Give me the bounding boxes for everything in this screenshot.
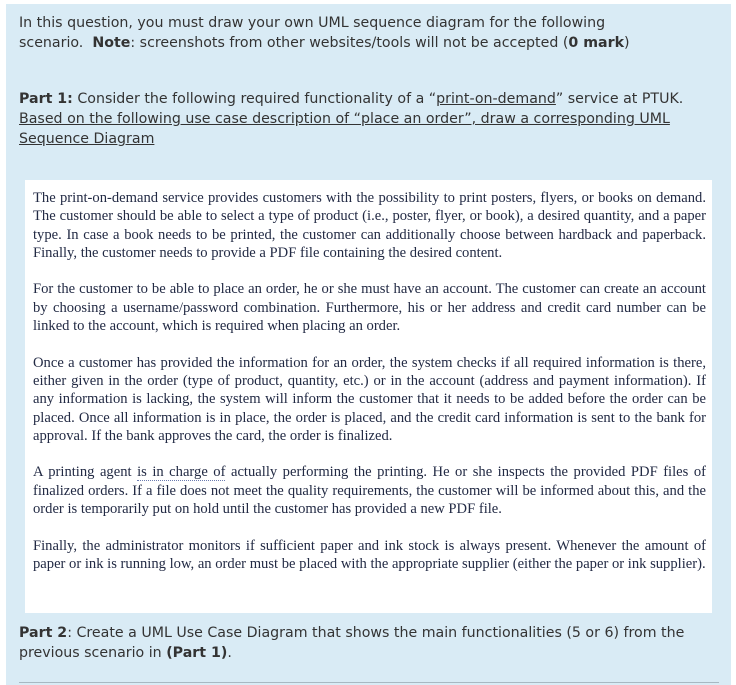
- intro-text: [19, 13, 719, 53]
- part1-label: Part 1:: [19, 91, 73, 107]
- part1-instruction: Based on the following use case description of “place an order”, draw a corresponding UML Sequence Diagram: [19, 111, 670, 147]
- p4-start: A printing agent: [33, 464, 138, 481]
- part2-text: [19, 623, 719, 663]
- zero-mark: 0 mark: [568, 35, 625, 51]
- scenario-paragraph-3: Once a customer has provided the information for an order, the system checks if all required information is there, either given in the order (type of product, quantity, etc.) or in the account (address and payment information). If any information is lacking, the system will inform the customer that it needs to be added before the order can be placed. Once all information is in place, the order is placed, and the credit card information is sent to the bank for approval. If the bank approves the card, the order is finalized.: [33, 354, 706, 444]
- scenario-paragraph-1: The print-on-demand service provides customers with the possibility to print posters, flyers, or books on demand. The customer should be able to select a type of product (i.e., poster, flyer, or book), a desired quantity, and a paper type. In case a book needs to be printed, the customer can additionally choose between hardback and paperback. Finally, the customer needs to provide a PDF file containing the desired content.: [33, 190, 706, 261]
- part1-sentence-end: ” service at PTUK.: [555, 91, 684, 107]
- scenario-text: [33, 189, 706, 592]
- question-panel: [6, 4, 731, 685]
- scenario-box: [25, 180, 712, 613]
- print-on-demand-link[interactable]: print-on-demand: [436, 91, 556, 107]
- part2-sentence: : Create a UML Use Case Diagram that shows the main functionalities (5 or 6) from the previous scenario in: [19, 625, 685, 661]
- note-close: ): [624, 35, 630, 51]
- part1-sentence-start: Consider the following required functionality of a “: [72, 91, 437, 107]
- scenario-paragraph-2: For the customer to be able to place an order, he or she must have an account. The customer can create an account by choosing a username/password combination. Furthermore, his or her address and credit card number can be linked to the account, which is required when placing an order.: [33, 281, 706, 335]
- scenario-paragraph-5: Finally, the administrator monitors if sufficient paper and ink stock is always present. Whenever the amount of paper or ink is running low, an order must be placed with the appropriate supplier (either the paper or ink supplier).: [33, 537, 706, 572]
- note-text: : screenshots from other websites/tools will not be accepted (: [130, 35, 569, 51]
- answer-box-edge: [19, 682, 719, 683]
- part2-label: Part 2: [19, 625, 68, 641]
- part2-end: .: [227, 645, 232, 661]
- note-label: Note: [92, 35, 131, 51]
- scenario-paragraph-4: [33, 463, 706, 518]
- part1-text: [19, 89, 719, 149]
- part1-reference: (Part 1): [166, 645, 228, 661]
- p4-end: actually performing the printing. He or she inspects the provided PDF files of finalized orders. If a file does not meet the quality requirements, the customer will be informed about this, and the order is temporarily put on hold until the customer has provided a new PDF file.: [33, 464, 706, 518]
- in-charge-of-link[interactable]: is in charge of: [137, 464, 226, 481]
- intro-sentence: In this question, you must draw your own UML sequence diagram for the following scenario.: [19, 15, 606, 51]
